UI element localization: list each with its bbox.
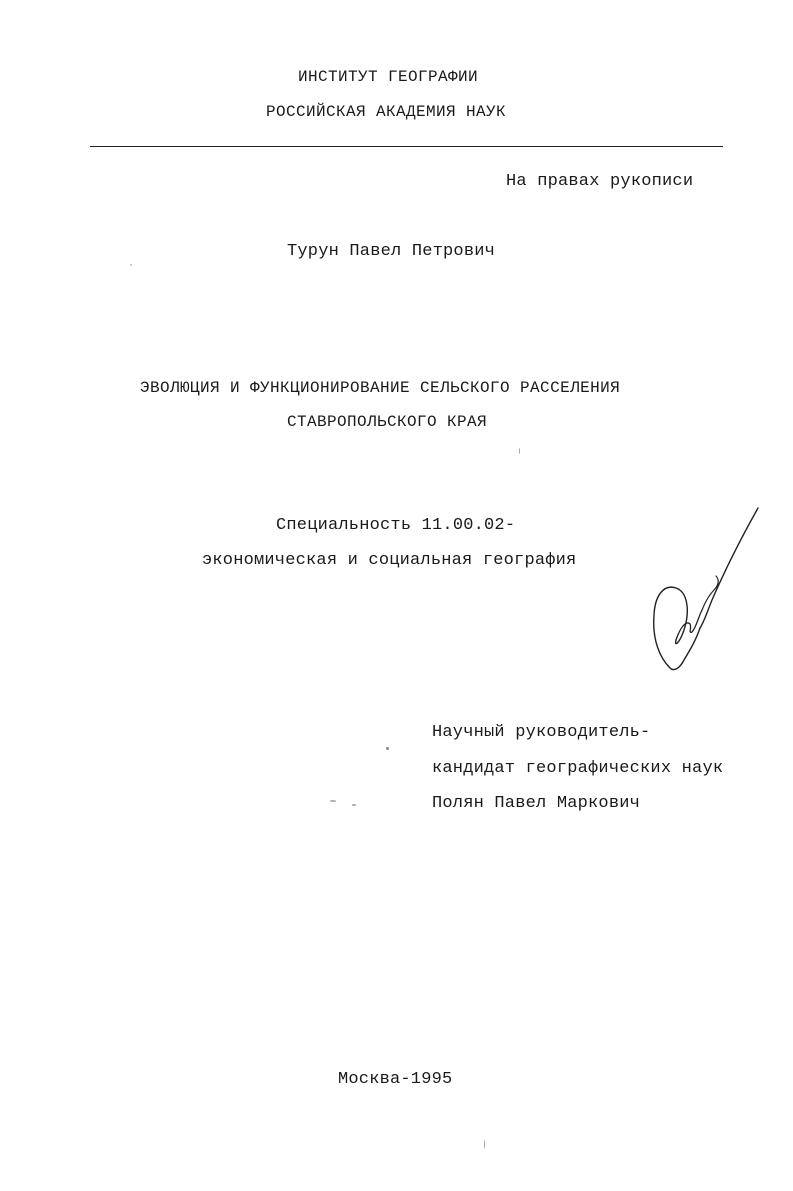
specialty-name: экономическая и социальная география bbox=[202, 551, 577, 570]
title-line-1: ЭВОЛЮЦИЯ И ФУНКЦИОНИРОВАНИЕ СЕЛЬСКОГО РАССЕЛЕНИЯ bbox=[140, 379, 621, 397]
specialty-code: Специальность 11.00.02- bbox=[276, 516, 516, 535]
supervisor-role: Научный руководитель- bbox=[432, 723, 651, 742]
scan-speck bbox=[352, 804, 356, 806]
academy-name: РОССИЙСКАЯ АКАДЕМИЯ НАУК bbox=[266, 103, 507, 121]
author-name: Турун Павел Петрович bbox=[287, 242, 496, 261]
header-divider bbox=[90, 146, 723, 147]
scan-speck bbox=[484, 1140, 485, 1149]
handwritten-signature bbox=[640, 500, 770, 680]
scan-speck bbox=[386, 747, 389, 750]
place-and-year: Москва-1995 bbox=[338, 1070, 453, 1089]
scan-speck bbox=[519, 448, 520, 454]
scan-speck bbox=[330, 800, 336, 802]
scan-speck bbox=[130, 264, 132, 266]
supervisor-name: Полян Павел Маркович bbox=[432, 794, 641, 813]
title-line-2: СТАВРОПОЛЬСКОГО КРАЯ bbox=[287, 413, 488, 431]
institute-name: ИНСТИТУТ ГЕОГРАФИИ bbox=[298, 68, 479, 86]
supervisor-degree: кандидат географических наук bbox=[432, 759, 724, 778]
manuscript-note: На правах рукописи bbox=[506, 172, 694, 191]
